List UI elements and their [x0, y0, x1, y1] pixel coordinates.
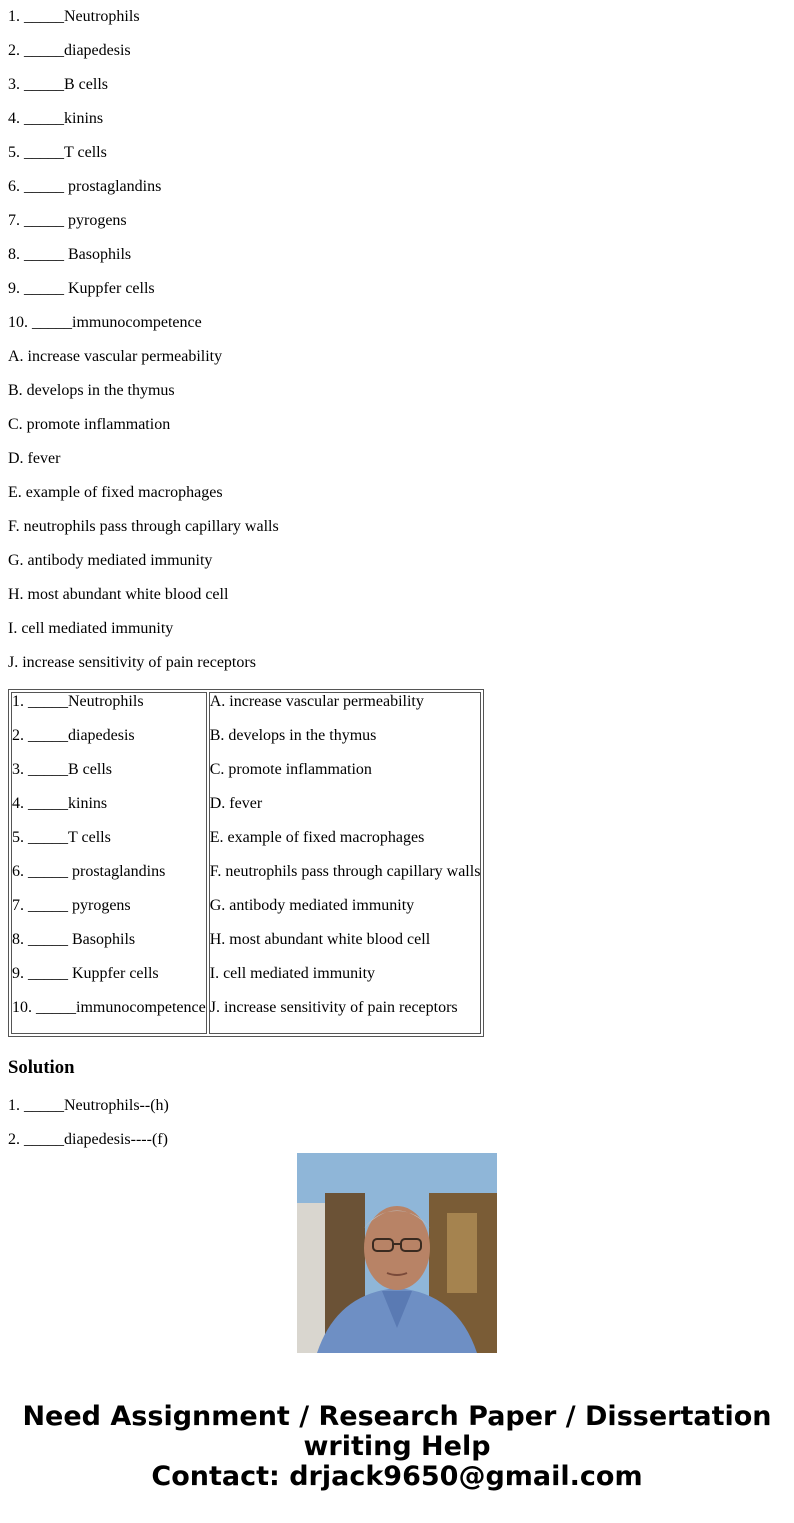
- answer-item: B. develops in the thymus: [8, 382, 175, 399]
- promo-line: Need Assignment / Research Paper / Dissertation: [22, 1401, 772, 1432]
- question-item: 10. _____immunocompetence: [8, 314, 202, 331]
- question-cell: 4. _____kinins: [12, 795, 108, 812]
- question-cell: 10. _____immunocompetence: [12, 999, 206, 1016]
- question-item: 2. _____diapedesis: [8, 42, 131, 59]
- question-item: 5. _____T cells: [8, 144, 107, 161]
- question-list: [8, 0, 788, 340]
- answer-cell: D. fever: [209, 795, 263, 812]
- question-cell: 5. _____T cells: [12, 829, 111, 846]
- answer-cell: B. develops in the thymus: [209, 727, 377, 744]
- promo-contact: Contact: drjack9650@gmail.com: [151, 1461, 643, 1492]
- question-cell: 2. _____diapedesis: [12, 727, 135, 744]
- answer-cell: G. antibody mediated immunity: [209, 897, 415, 914]
- answer-item: F. neutrophils pass through capillary walls: [8, 518, 279, 535]
- portrait-image: [297, 1153, 497, 1353]
- answer-item: G. antibody mediated immunity: [8, 552, 213, 569]
- solution-heading: Solution: [8, 1057, 75, 1078]
- answer-cell: C. promote inflammation: [209, 761, 372, 778]
- answer-cell: J. increase sensitivity of pain receptors: [209, 999, 458, 1016]
- question-item: 7. _____ pyrogens: [8, 212, 127, 229]
- question-item: 9. _____ Kuppfer cells: [8, 280, 155, 297]
- question-item: 3. _____B cells: [8, 76, 108, 93]
- author-photo: [297, 1153, 497, 1353]
- question-cell: 8. _____ Basophils: [12, 931, 136, 948]
- promo-line: writing Help: [303, 1431, 491, 1462]
- answer-cell: E. example of fixed macrophages: [209, 829, 425, 846]
- answer-item: H. most abundant white blood cell: [8, 586, 229, 603]
- answer-cell: F. neutrophils pass through capillary walls: [209, 863, 481, 880]
- question-cell: 6. _____ prostaglandins: [12, 863, 166, 880]
- question-item: 6. _____ prostaglandins: [8, 178, 162, 195]
- answer-item: C. promote inflammation: [8, 416, 171, 433]
- answer-item: I. cell mediated immunity: [8, 620, 174, 637]
- solution-line: 2. _____diapedesis----(f): [8, 1131, 168, 1148]
- answer-cell: I. cell mediated immunity: [209, 965, 376, 982]
- document-content: [8, 0, 788, 1148]
- question-item: 1. _____Neutrophils: [8, 8, 140, 25]
- answer-item: A. increase vascular permeability: [8, 348, 223, 365]
- answer-column: [209, 692, 482, 1034]
- answer-cell: H. most abundant white blood cell: [209, 931, 431, 948]
- question-cell: 3. _____B cells: [12, 761, 112, 778]
- question-cell: 7. _____ pyrogens: [12, 897, 131, 914]
- question-item: 4. _____kinins: [8, 110, 104, 127]
- answer-item: D. fever: [8, 450, 61, 467]
- answer-cell: A. increase vascular permeability: [209, 693, 424, 710]
- promo-banner: [0, 1402, 794, 1492]
- question-cell: 1. _____Neutrophils: [12, 693, 144, 710]
- question-column: [11, 692, 207, 1034]
- matching-table: [8, 689, 484, 1037]
- question-item: 8. _____ Basophils: [8, 246, 132, 263]
- question-cell: 9. _____ Kuppfer cells: [12, 965, 159, 982]
- answer-item: E. example of fixed macrophages: [8, 484, 223, 501]
- solution-line: 1. _____Neutrophils--(h): [8, 1097, 169, 1114]
- answer-item: J. increase sensitivity of pain receptors: [8, 654, 256, 671]
- answer-list: [8, 340, 788, 680]
